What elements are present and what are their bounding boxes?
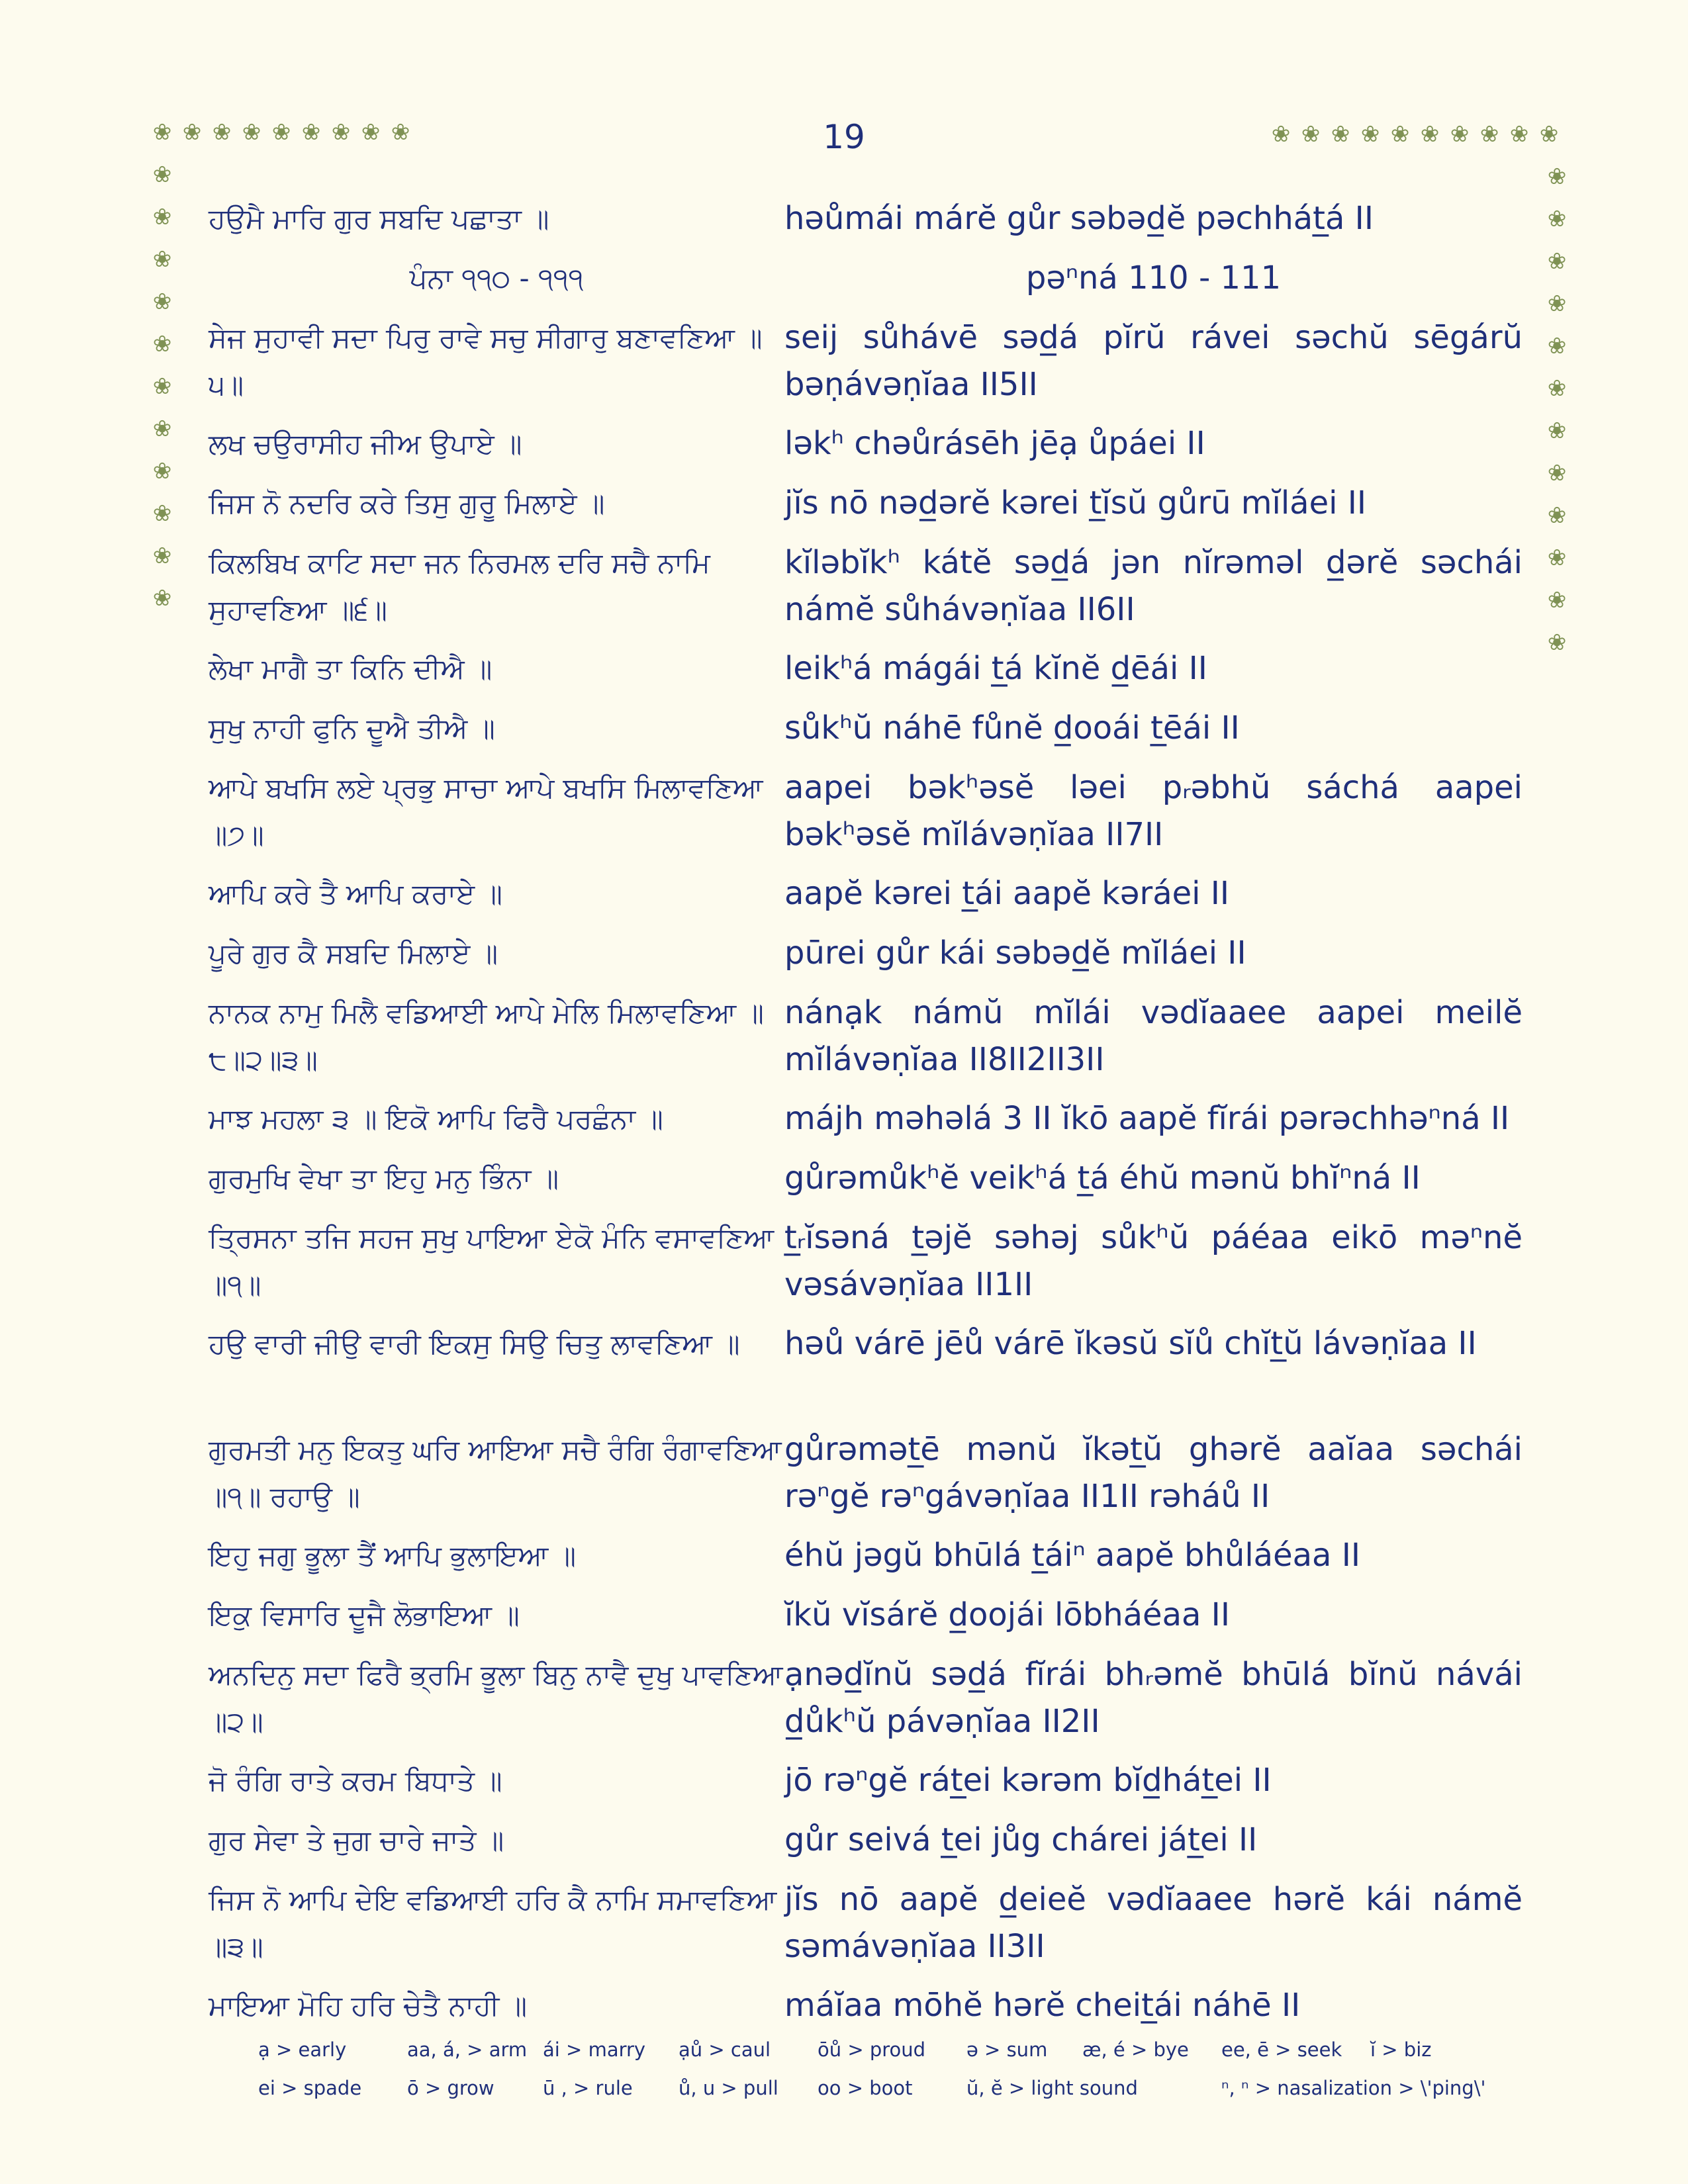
gurmukhi-line: ਸੇਜ ਸੁਹਾਵੀ ਸਦਾ ਪਿਰੁ ਰਾਵੇ ਸਚੁ ਸੀਗਾਰੁ ਬਣਾਵਣਿਆ ॥੫॥ [209, 322, 763, 401]
transliteration-line: kĭləbĭkʰ kátĕ səd̲á jən nĭrəməl d̲ərĕ səchái námĕ sůhávəṇĭaa II6II [784, 544, 1523, 628]
transliteration-line: máĭaa mōhĕ hərĕ cheit̲ái náhē II [784, 1987, 1301, 2024]
legend-row [258, 2030, 1516, 2069]
legend-item: ə > sum [966, 2038, 1048, 2061]
flower-ornament-icon: ❀ [152, 373, 172, 400]
verse-row [209, 1592, 1523, 1651]
flower-ornament-icon: ❀ [1420, 121, 1440, 148]
gurmukhi-line: ਆਪੇ ਬਖਸਿ ਲਏ ਪ੍ਰਭੁ ਸਾਚਾ ਆਪੇ ਬਖਸਿ ਮਿਲਾਵਣਿਆ ॥੭॥ [209, 772, 763, 851]
verse-row [209, 195, 1523, 255]
flower-ornament-icon: ❀ [242, 119, 261, 146]
flower-ornament-icon: ❀ [1547, 460, 1567, 486]
verse-row [209, 930, 1523, 989]
flower-ornament-icon: ❀ [331, 119, 351, 146]
verse-row [209, 870, 1523, 930]
gurmukhi-line: ਹਉ ਵਾਰੀ ਜੀਉ ਵਾਰੀ ਇਕਸੁ ਸਿਉ ਚਿਤੁ ਲਾਵਣਿਆ ॥ [209, 1328, 740, 1360]
legend-item: ōů > proud [818, 2038, 926, 2061]
flower-ornament-icon: ❀ [152, 289, 172, 315]
flower-ornament-icon: ❀ [152, 543, 172, 569]
flower-ornament-icon: ❀ [152, 416, 172, 442]
legend-item: ŭ, ĕ > light sound [966, 2077, 1138, 2099]
flower-ornament-icon: ❀ [1479, 121, 1499, 148]
gurmukhi-line: ਅਨਦਿਨੁ ਸਦਾ ਫਿਰੈ ਭ੍ਰਮਿ ਭੂਲਾ ਬਿਨੁ ਨਾਵੈ ਦੁਖੁ ਪਾਵਣਿਆ ॥੨॥ [209, 1659, 783, 1738]
flower-ornament-icon: ❀ [152, 331, 172, 357]
flower-ornament-icon: ❀ [1271, 121, 1291, 148]
flower-ornament-icon: ❀ [152, 119, 172, 146]
gurmukhi-line: ਹਉਮੈ ਮਾਰਿ ਗੁਰ ਸਬਦਿ ਪਛਾਤਾ ॥ [209, 203, 549, 235]
verse-row [209, 1095, 1523, 1155]
flower-ornament-icon: ❀ [182, 119, 202, 146]
flower-ornament-icon: ❀ [1547, 206, 1567, 232]
legend-item: oo > boot [818, 2077, 913, 2099]
transliteration-line: aapei bəkʰəsĕ ləei pᵣəbhŭ sáchá aapei bəkʰəsĕ mĭlávəṇĭaa II7II [784, 769, 1523, 853]
verse-row [209, 1757, 1523, 1817]
verse-row [209, 989, 1523, 1095]
legend-item: ⁿ, ⁿ > nasalization > \'ping\' [1221, 2077, 1486, 2099]
flower-ornament-icon: ❀ [1547, 333, 1567, 359]
gurmukhi-line: ਲਖ ਚਉਰਾਸੀਹ ਜੀਅ ਉਪਾਏ ॥ [209, 428, 522, 460]
flower-ornament-icon: ❀ [361, 119, 381, 146]
transliteration-line: həůmái márĕ gůr səbəd̲ĕ pəchhát̲á II [784, 200, 1374, 237]
transliteration-line: jĭs nō nəd̲ərĕ kərei t̲ĭsŭ gůrū mĭláei II [784, 484, 1367, 522]
flower-ornament-icon: ❀ [1547, 163, 1567, 190]
page-number: 19 [823, 118, 865, 156]
legend-item: ū , > rule [543, 2077, 633, 2099]
verse-row [209, 1532, 1523, 1592]
gurmukhi-line: ਗੁਰ ਸੇਵਾ ਤੇ ਜੁਗ ਚਾਰੇ ਜਾਤੇ ॥ [209, 1824, 504, 1856]
flower-ornament-icon: ❀ [1547, 629, 1567, 656]
gurmukhi-line: ਪੂਰੇ ਗੁਰ ਕੈ ਸਬਦਿ ਮਿਲਾਏ ॥ [209, 937, 498, 970]
transliteration-line: ləkʰ chəůrásēh jēạ ůpáei II [784, 425, 1205, 462]
transliteration-line: nánạk námŭ mĭlái vədĭaaee aapei meilĕ mĭlávəṇĭaa II8II2II3II [784, 994, 1523, 1078]
gurmukhi-line: ਲੇਖਾ ਮਾਗੈ ਤਾ ਕਿਨਿ ਦੀਐ ॥ [209, 653, 492, 685]
flower-ornament-icon: ❀ [1547, 291, 1567, 317]
transliteration-line: həů várē jēů várē ĭkəsŭ sĭů chĭt̲ŭ lávəṇĭaa II [784, 1325, 1477, 1362]
pronunciation-legend [258, 2030, 1516, 2107]
transliteration-line: ạnəd̲ĭnŭ səd̲á fĭrái bhᵣəmĕ bhūlá bĭnŭ návái d̲ůkʰŭ pávəṇĭaa II2II [784, 1656, 1523, 1740]
gurmukhi-line: ਮਾਝ ਮਹਲਾ ੩ ॥ ਇਕੋ ਆਪਿ ਫਿਰੈ ਪਰਛੰਨਾ ॥ [209, 1103, 663, 1135]
transliteration-line: gůr seivá t̲ei jůg chárei ját̲ei II [784, 1821, 1258, 1858]
flower-ornament-icon: ❀ [1390, 121, 1410, 148]
flower-ornament-icon: ❀ [1547, 418, 1567, 444]
legend-item: ee, ē > seek [1221, 2038, 1342, 2061]
flower-ornament-icon: ❀ [1301, 121, 1321, 148]
transliteration-line: gůrəmət̲ē mənŭ ĭkət̲ŭ ghərĕ aaĭaa səchái rəⁿgĕ rəⁿgávəṇĭaa II1II rəháů II [784, 1431, 1523, 1515]
legend-item: ạů > caul [679, 2038, 771, 2061]
gurmukhi-line: ਗੁਰਮਤੀ ਮਨੁ ਇਕਤੁ ਘਰਿ ਆਇਆ ਸਚੈ ਰੰਗਿ ਰੰਗਾਵਣਿਆ ॥੧॥ ਰਹਾਉ ॥ [209, 1433, 782, 1513]
transliteration-line: seij sůhávē səd̲á pĭrŭ rávei səchŭ sēgárŭ bəṇávəṇĭaa II5II [784, 319, 1523, 403]
page-reference-row [209, 255, 1523, 314]
gurmukhi-line: ਜਿਸ ਨੋ ਨਦਰਿ ਕਰੇ ਤਿਸੁ ਗੁਰੂ ਮਿਲਾਏ ॥ [209, 487, 605, 520]
gurmukhi-line: ਕਿਲਬਿਖ ਕਾਟਿ ਸਦਾ ਜਨ ਨਿਰਮਲ ਦਰਿ ਸਚੈ ਨਾਮਿ ਸੁਹਾਵਣਿਆ ॥੬॥ [209, 547, 710, 626]
legend-item: æ, é > bye [1082, 2038, 1189, 2061]
verse-table [209, 195, 1523, 2042]
verse-row [209, 539, 1523, 645]
flower-ornament-icon: ❀ [152, 246, 172, 273]
flower-ornament-icon: ❀ [152, 458, 172, 484]
flower-ornament-icon: ❀ [1360, 121, 1380, 148]
legend-item: ĭ > biz [1370, 2038, 1432, 2061]
transliteration-line: t̲ᵣĭsəná t̲əjĕ səhəj sůkʰŭ páéaa eikō məⁿnĕ vəsávəṇĭaa II1II [784, 1219, 1523, 1303]
gurmukhi-line: ਸੁਖੁ ਨਾਹੀ ਫੁਨਿ ਦੂਐ ਤੀਐ ॥ [209, 712, 495, 745]
flower-ornament-icon: ❀ [152, 500, 172, 527]
verse-row [209, 705, 1523, 764]
gurmukhi-line: ਇਕੁ ਵਿਸਾਰਿ ਦੂਜੈ ਲੋਭਾਇਆ ॥ [209, 1599, 520, 1631]
transliteration-line: pəⁿná 110 - 111 [1025, 259, 1282, 296]
transliteration-line: leikʰá mágái t̲á kĭnĕ d̲ēái II [784, 650, 1207, 687]
legend-row [258, 2069, 1516, 2107]
flower-ornament-icon: ❀ [152, 585, 172, 612]
legend-item: aa, á, > arm [407, 2038, 528, 2061]
verse-row [209, 764, 1523, 870]
transliteration-line: jō rəⁿgĕ rát̲ei kərəm bĭd̲hát̲ei II [784, 1762, 1272, 1799]
flower-ornament-icon: ❀ [1547, 587, 1567, 614]
flower-ornament-icon: ❀ [391, 119, 410, 146]
transliteration-line: jĭs nō aapĕ d̲eieĕ vədĭaaee hərĕ kái námĕ səmávəṇĭaa II3II [784, 1881, 1523, 1965]
legend-item: ạ > early [258, 2038, 347, 2061]
flower-ornament-icon: ❀ [1331, 121, 1350, 148]
verse-row [209, 1320, 1523, 1426]
flower-ornament-icon: ❀ [152, 204, 172, 230]
flower-ornament-icon: ❀ [1539, 121, 1559, 148]
legend-item: ō > grow [407, 2077, 494, 2099]
gurmukhi-line: ਤ੍ਰਿਸਨਾ ਤਜਿ ਸਹਜ ਸੁਖੁ ਪਾਇਆ ਏਕੋ ਮੰਨਿ ਵਸਾਵਣਿਆ ॥੧॥ [209, 1222, 774, 1301]
verse-row [209, 1426, 1523, 1532]
legend-item: ei > spade [258, 2077, 362, 2099]
transliteration-line: éhŭ jəgŭ bhūlá t̲áiⁿ aapĕ bhůláéaa II [784, 1537, 1360, 1574]
flower-ornament-icon: ❀ [301, 119, 321, 146]
transliteration-line: aapĕ kərei t̲ái aapĕ kəráei II [784, 875, 1230, 912]
flower-ornament-icon: ❀ [1509, 121, 1529, 148]
gurmukhi-line: ਆਪਿ ਕਰੇ ਤੈ ਆਪਿ ਕਰਾਏ ॥ [209, 878, 502, 910]
flower-ornament-icon: ❀ [271, 119, 291, 146]
flower-ornament-icon: ❀ [152, 161, 172, 188]
flower-ornament-icon: ❀ [1450, 121, 1470, 148]
verse-row [209, 1155, 1523, 1214]
transliteration-line: gůrəmůkʰĕ veikʰá t̲á éhŭ mənŭ bhĭⁿná II [784, 1160, 1421, 1197]
flower-ornament-icon: ❀ [212, 119, 232, 146]
verse-row [209, 1651, 1523, 1757]
verse-row [209, 314, 1523, 420]
gurmukhi-line: ਨਾਨਕ ਨਾਮੁ ਮਿਲੈ ਵਡਿਆਈ ਆਪੇ ਮੇਲਿ ਮਿਲਾਵਣਿਆ ॥੮॥੨॥੩॥ [209, 997, 764, 1076]
legend-item: ů, u > pull [679, 2077, 778, 2099]
gurmukhi-line: ਗੁਰਮੁਖਿ ਵੇਖਾ ਤਾ ਇਹੁ ਮਨੁ ਭਿੰਨਾ ॥ [209, 1162, 559, 1195]
flower-ornament-icon: ❀ [1547, 545, 1567, 571]
gurmukhi-line: ਮਾਇਆ ਮੋਹਿ ਹਰਿ ਚੇਤੈ ਨਾਹੀ ॥ [209, 1989, 528, 2022]
verse-row [209, 480, 1523, 539]
gurmukhi-line: ਇਹੁ ਜਗੁ ਭੂਲਾ ਤੈਂ ਆਪਿ ਭੁਲਾਇਆ ॥ [209, 1539, 577, 1572]
transliteration-line: májh məhəlá 3 II ĭkō aapĕ fĭrái pərəchhəⁿná II [784, 1100, 1510, 1137]
gurmukhi-line: ਪੰਨਾ ੧੧੦ - ੧੧੧ [409, 262, 584, 295]
verse-row [209, 1817, 1523, 1876]
flower-ornament-icon: ❀ [1547, 502, 1567, 529]
flower-ornament-icon: ❀ [1547, 375, 1567, 402]
legend-item: ái > marry [543, 2038, 646, 2061]
verse-row [209, 645, 1523, 705]
verse-row [209, 1214, 1523, 1320]
gurmukhi-line: ਜਿਸ ਨੋ ਆਪਿ ਦੇਇ ਵਡਿਆਈ ਹਰਿ ਕੈ ਨਾਮਿ ਸਮਾਵਣਿਆ ॥੩॥ [209, 1884, 777, 1963]
verse-row [209, 420, 1523, 480]
transliteration-line: ĭkŭ vĭsárĕ d̲oojái lōbháéaa II [784, 1596, 1230, 1633]
transliteration-line: pūrei gůr kái səbəd̲ĕ mĭláei II [784, 934, 1246, 972]
gurmukhi-line: ਜੋ ਰੰਗਿ ਰਾਤੇ ਕਰਮ ਬਿਧਾਤੇ ॥ [209, 1764, 502, 1797]
verse-row [209, 1876, 1523, 1982]
transliteration-line: sůkʰŭ náhē fůnĕ d̲ooái t̲ēái II [784, 709, 1240, 747]
flower-ornament-icon: ❀ [1547, 248, 1567, 275]
